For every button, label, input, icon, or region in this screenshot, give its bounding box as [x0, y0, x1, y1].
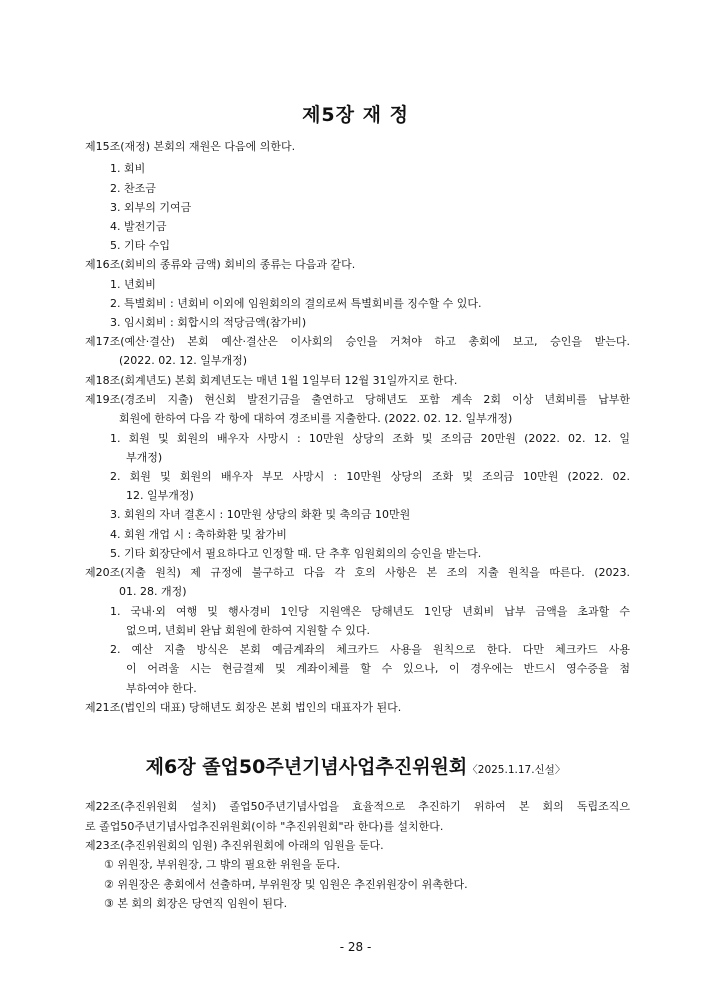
article-20-item-continuation: 이 어려울 시는 현금결제 및 계좌이체를 할 수 있으나, 이 경우에는 반드시 영수증을 첨	[126, 662, 630, 675]
page-number: - 28 -	[339, 940, 372, 954]
article-23-item: ② 위원장은 총회에서 선출하며, 부위원장 및 임원은 추진위원장이 위촉한다.	[104, 878, 468, 891]
article-22-continuation: 로 졸업50주년기념사업추진위원회(이하 "추진위원회"라 한다)를 설치한다.	[85, 820, 444, 833]
article-17-continuation: (2022. 02. 12. 일부개정)	[119, 354, 248, 367]
article-20-item-continuation: 부하여야 한다.	[126, 682, 197, 695]
article-15-item: 3. 외부의 기여금	[110, 201, 192, 214]
chapter-6-note: 〈2025.1.17.신설〉	[467, 764, 566, 776]
article-15-item: 2. 찬조금	[110, 182, 156, 195]
article-19-item-continuation: 부개정)	[126, 451, 163, 464]
article-19-item: 3. 회원의 자녀 결혼시 : 10만원 상당의 화환 및 축의금 10만원	[110, 508, 411, 521]
article-23: 제23조(추진위원회의 임원) 추진위원회에 아래의 임원을 둔다.	[85, 839, 384, 852]
chapter-5-title: 제5장 재 정	[302, 104, 409, 126]
article-15: 제15조(재정) 본회의 재원은 다음에 의한다.	[85, 140, 296, 153]
article-15-item: 4. 발전기금	[110, 220, 167, 233]
article-18: 제18조(회계년도) 본회 회계년도는 매년 1월 1일부터 12월 31일까지로 한다.	[85, 374, 458, 387]
chapter-6-title: 제6장 졸업50주년기념사업추진위원회	[145, 756, 468, 778]
article-19-continuation: 회원에 한하여 다음 각 항에 대하여 경조비를 지출한다. (2022. 02. 12. 일부개정)	[119, 412, 513, 425]
article-20: 제20조(지출 원칙) 제 규정에 불구하고 다음 각 호의 사항은 본 조의 지출 원칙을 따른다. (2023.	[85, 566, 630, 579]
article-20-item: 1. 국내·외 여행 및 행사경비 1인당 지원액은 당해년도 1인당 년회비 납부 금액을 초과할 수	[110, 605, 630, 618]
article-15-item: 5. 기타 수입	[110, 239, 170, 252]
article-19: 제19조(경조비 지출) 현신회 발전기금을 출연하고 당해년도 포함 계속 2회 이상 년회비를 납부한	[85, 393, 630, 406]
article-19-item: 2. 회원 및 회원의 배우자 부모 사망시 : 10만원 상당의 조화 및 조의금 10만원 (2022. 02.	[110, 470, 630, 483]
article-20-continuation: 01. 28. 개정)	[119, 585, 187, 598]
article-22: 제22조(추진위원회 설치) 졸업50주년기념사업을 효율적으로 추진하기 위하여 본 회의 독립조직으	[85, 800, 630, 813]
article-16-item: 2. 특별회비 : 년회비 이외에 임원회의의 결의로써 특별회비를 징수할 수 있다.	[110, 297, 482, 310]
article-19-item: 5. 기타 회장단에서 필요하다고 인정할 때. 단 추후 임원회의의 승인을 받는다.	[110, 547, 482, 560]
article-16: 제16조(회비의 종류와 금액) 회비의 종류는 다음과 같다.	[85, 258, 356, 271]
article-23-item: ① 위원장, 부위원장, 그 밖의 필요한 위원을 둔다.	[104, 858, 341, 871]
article-20-item: 2. 예산 지출 방식은 본회 예금계좌의 체크카드 사용을 원칙으로 한다. 다만 체크카드 사용	[110, 643, 630, 656]
article-15-item: 1. 회비	[110, 162, 146, 175]
article-16-item: 3. 임시회비 : 회합시의 적당금액(참가비)	[110, 316, 307, 329]
article-16-item: 1. 년회비	[110, 278, 156, 291]
chapter-6-heading	[0, 752, 711, 779]
article-19-item-continuation: 12. 일부개정)	[126, 489, 194, 502]
article-23-item: ③ 본 회의 회장은 당연직 임원이 된다.	[104, 897, 288, 910]
article-20-item-continuation: 없으며, 년회비 완납 회원에 한하여 지원할 수 있다.	[126, 624, 370, 637]
article-21: 제21조(법인의 대표) 당해년도 회장은 본회 법인의 대표자가 된다.	[85, 701, 402, 714]
article-17: 제17조(예산·결산) 본회 예산·결산은 이사회의 승인을 거쳐야 하고 총회에 보고, 승인을 받는다.	[85, 335, 630, 348]
article-19-item: 4. 회원 개업 시 : 축하화환 및 참가비	[110, 528, 287, 541]
article-19-item: 1. 회원 및 회원의 배우자 사망시 : 10만원 상당의 조화 및 조의금 20만원 (2022. 02. 12. 일	[110, 432, 630, 445]
